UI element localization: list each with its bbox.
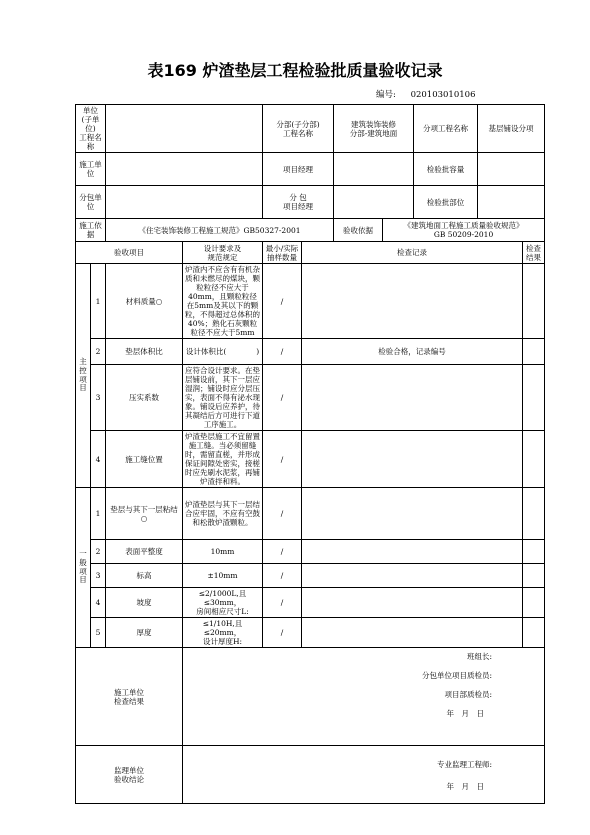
supervision-engineer-label: 专业监理工程师: xyxy=(437,760,493,769)
general-item-row xyxy=(76,618,545,648)
main-item-record[interactable]: 检验合格，记录编号 xyxy=(302,339,523,365)
general-item-design: ≤2/1000L,且≤30mm， 房间相应尺寸L: xyxy=(183,588,263,618)
main-item-design: 应符合设计要求。在垫层铺设前，其下一层应湿润；铺设时应分层压实，表面不得有泌水现象。铺设后应养护，待其凝结后方可进行下道工序施工。 xyxy=(183,365,263,431)
main-control-label: 主 控 项 目 xyxy=(76,264,91,488)
main-item-name: 垫层体积比 xyxy=(106,339,183,365)
main-item-name: 施工缝位置 xyxy=(106,431,183,488)
general-item-row xyxy=(76,488,545,540)
main-item-result[interactable] xyxy=(523,365,545,431)
main-item-record[interactable] xyxy=(302,431,523,488)
acceptance-basis-label: 验收依据 xyxy=(334,219,383,242)
general-item-design: 10mm xyxy=(183,540,263,564)
general-item-name: 垫层与其下一层粘结○ xyxy=(106,488,183,540)
unit-project-value[interactable] xyxy=(106,105,263,153)
batch-location-value[interactable] xyxy=(478,186,545,219)
general-item-record[interactable] xyxy=(302,618,523,648)
construction-date-label: 年 月 日 xyxy=(446,709,485,718)
col-design: 设计要求及 规范规定 xyxy=(183,242,263,264)
main-item-no: 4 xyxy=(91,431,106,488)
general-item-design: 炉渣垫层与其下一层结合应牢固，不应有空鼓和松散炉渣颗粒。 xyxy=(183,488,263,540)
general-item-name: 表面平整度 xyxy=(106,540,183,564)
general-item-row xyxy=(76,540,545,564)
main-item-sample[interactable]: / xyxy=(263,339,302,365)
main-item-sample[interactable]: / xyxy=(263,431,302,488)
main-item-no: 1 xyxy=(91,264,106,339)
construction-check-row xyxy=(76,648,545,746)
item-project-value: 基层铺设分项 xyxy=(478,105,545,153)
subcontract-manager-value[interactable] xyxy=(334,186,414,219)
acceptance-basis-value: 《建筑地面工程施工质量验收规范》 GB 50209-2010 xyxy=(383,219,545,242)
record-code xyxy=(376,88,475,100)
general-item-no: 3 xyxy=(91,564,106,588)
general-item-sample[interactable]: / xyxy=(263,618,302,648)
code-value: 020103010106 xyxy=(410,90,476,100)
col-sample: 最小/实际 抽样数量 xyxy=(263,242,302,264)
subcontract-unit-value[interactable] xyxy=(106,186,263,219)
unit-project-label: 单位(子单位) 工程名称 xyxy=(76,105,106,153)
main-item-name: 压实系数 xyxy=(106,365,183,431)
col-record: 检查记录 xyxy=(302,242,523,264)
general-item-no: 5 xyxy=(91,618,106,648)
general-item-result[interactable] xyxy=(523,540,545,564)
column-header-row xyxy=(76,242,545,264)
supervision-check-row xyxy=(76,746,545,804)
team-leader-label: 班组长: xyxy=(467,652,493,661)
header-row-construction xyxy=(76,153,545,186)
construction-check-label: 施工单位 检查结果 xyxy=(76,648,183,746)
main-item-name: 材料质量○ xyxy=(106,264,183,339)
general-item-record[interactable] xyxy=(302,488,523,540)
general-item-record[interactable] xyxy=(302,564,523,588)
supervision-date-label: 年 月 日 xyxy=(446,782,485,791)
main-item-record[interactable] xyxy=(302,365,523,431)
main-item-record[interactable] xyxy=(302,264,523,339)
general-item-sample[interactable]: / xyxy=(263,540,302,564)
main-item-no: 2 xyxy=(91,339,106,365)
general-item-name: 厚度 xyxy=(106,618,183,648)
main-item-design: 设计体积比( ) xyxy=(183,339,263,365)
general-item-record[interactable] xyxy=(302,588,523,618)
code-label: 编号: xyxy=(376,90,396,100)
general-item-result[interactable] xyxy=(523,564,545,588)
item-project-label: 分项工程名称 xyxy=(414,105,478,153)
general-item-result[interactable] xyxy=(523,618,545,648)
main-item-row xyxy=(76,264,545,339)
general-item-row xyxy=(76,588,545,618)
general-item-design: ±10mm xyxy=(183,564,263,588)
main-item-result[interactable] xyxy=(523,264,545,339)
main-item-no: 3 xyxy=(91,365,106,431)
general-item-row xyxy=(76,564,545,588)
batch-location-label: 检验批部位 xyxy=(414,186,478,219)
supervision-check-signatures[interactable] xyxy=(183,746,545,804)
header-row-basis xyxy=(76,219,545,242)
basis-label: 施工依据 xyxy=(76,219,106,242)
header-row-subcontract xyxy=(76,186,545,219)
project-manager-label: 项目经理 xyxy=(263,153,334,186)
general-item-no: 2 xyxy=(91,540,106,564)
general-item-label: 一 般 项 目 xyxy=(76,488,91,648)
batch-capacity-label: 检验批容量 xyxy=(414,153,478,186)
basis-value: 《住宅装饰装修工程施工规范》GB50327-2001 xyxy=(106,219,334,242)
general-item-no: 4 xyxy=(91,588,106,618)
general-item-name: 坡度 xyxy=(106,588,183,618)
sub-project-value: 建筑装饰装修 分部-建筑地面 xyxy=(334,105,414,153)
subcontract-unit-label: 分包单位 xyxy=(76,186,106,219)
construction-check-signatures[interactable] xyxy=(183,648,545,746)
general-item-design: ≤1/10H,且≤20mm， 设计厚度H: xyxy=(183,618,263,648)
acceptance-form xyxy=(75,104,545,804)
general-item-result[interactable] xyxy=(523,588,545,618)
construction-unit-value[interactable] xyxy=(106,153,263,186)
main-item-design: 炉渣内不应含有有机杂质和未燃尽的煤块，颗粒粒径不应大于40mm，且颗粒粒径在5mm及其以下的颗粒，不得超过总体积的40%；熟化石灰颗粒粒径不应大于5mm xyxy=(183,264,263,339)
main-item-result[interactable] xyxy=(523,431,545,488)
supervision-check-label: 监理单位 验收结论 xyxy=(76,746,183,804)
batch-capacity-value[interactable] xyxy=(478,153,545,186)
project-manager-value[interactable] xyxy=(334,153,414,186)
general-item-result[interactable] xyxy=(523,488,545,540)
col-item: 验收项目 xyxy=(76,242,183,264)
main-item-row xyxy=(76,339,545,365)
page-title: 表169 炉渣垫层工程检验批质量验收记录 xyxy=(147,61,443,80)
sub-project-label: 分部(子分部) 工程名称 xyxy=(263,105,334,153)
construction-unit-label: 施工单位 xyxy=(76,153,106,186)
general-item-sample[interactable]: / xyxy=(263,588,302,618)
quality-inspector-label: 分包单位项目质检员: xyxy=(422,671,493,680)
subcontract-manager-label: 分 包 项目经理 xyxy=(263,186,334,219)
main-item-sample[interactable]: / xyxy=(263,365,302,431)
general-item-sample[interactable]: / xyxy=(263,488,302,540)
header-row-project xyxy=(76,105,545,153)
general-item-name: 标高 xyxy=(106,564,183,588)
project-inspector-label: 项目部质检员: xyxy=(444,690,493,699)
general-item-sample[interactable]: / xyxy=(263,564,302,588)
main-item-design: 炉渣垫层施工不宜留置施工缝。当必须留缝时，需留直槎，并形成保证间隙处密实，接槎时应先刷水泥浆，再铺炉渣拌和料。 xyxy=(183,431,263,488)
main-item-row xyxy=(76,365,545,431)
general-item-record[interactable] xyxy=(302,540,523,564)
general-item-no: 1 xyxy=(91,488,106,540)
main-item-row xyxy=(76,431,545,488)
main-item-sample[interactable]: / xyxy=(263,264,302,339)
col-result: 检查 结果 xyxy=(523,242,545,264)
main-item-result[interactable] xyxy=(523,339,545,365)
